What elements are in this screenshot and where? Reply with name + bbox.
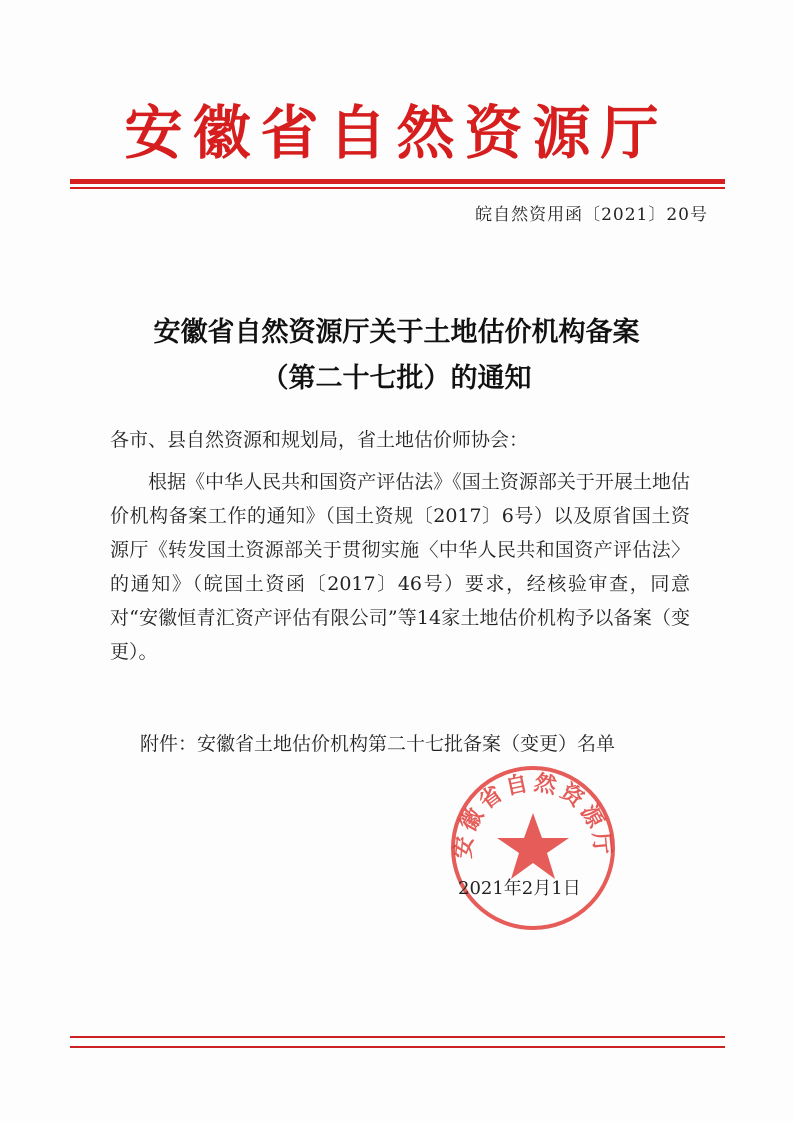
document-number: 皖自然资用函〔2021〕20号: [475, 205, 708, 225]
title-line-2: （第二十七批）的通知: [261, 363, 532, 394]
footer-rule-bottom: [70, 1046, 725, 1048]
seal-text: 安徽省自然资源厅: [450, 769, 616, 860]
seal-star-icon: [497, 813, 569, 879]
document-title: [0, 310, 793, 402]
attachment-line: 附件：安徽省土地估价机构第二十七批备案（变更）名单: [140, 733, 616, 755]
issue-date: 2021年2月1日: [458, 878, 581, 899]
letterhead-red-rule-thin: [70, 187, 725, 189]
title-line-1: 安徽省自然资源厅关于土地估价机构备案: [153, 317, 640, 348]
official-seal: [448, 763, 618, 933]
footer-rule-top: [70, 1036, 725, 1038]
body-paragraph: 根据《中华人民共和国资产评估法》《国土资源部关于开展土地估价机构备案工作的通知》（国土资规〔2017〕6号）以及原省国土资源厅《转发国土资源部关于贯彻实施〈中华人民共和国资产评估法〉的通知》（皖国土资函〔2017〕46号）要求，经核验审查，同意对“安徽恒青汇资产评估有限公司”等14家土地估价机构予以备案（变更）。: [110, 471, 690, 663]
letterhead-org-name: 安徽省自然资源厅: [124, 99, 669, 167]
addressee: 各市、县自然资源和规划局，省土地估价师协会：: [110, 429, 529, 451]
letterhead-red-rule-thick: [70, 179, 725, 184]
